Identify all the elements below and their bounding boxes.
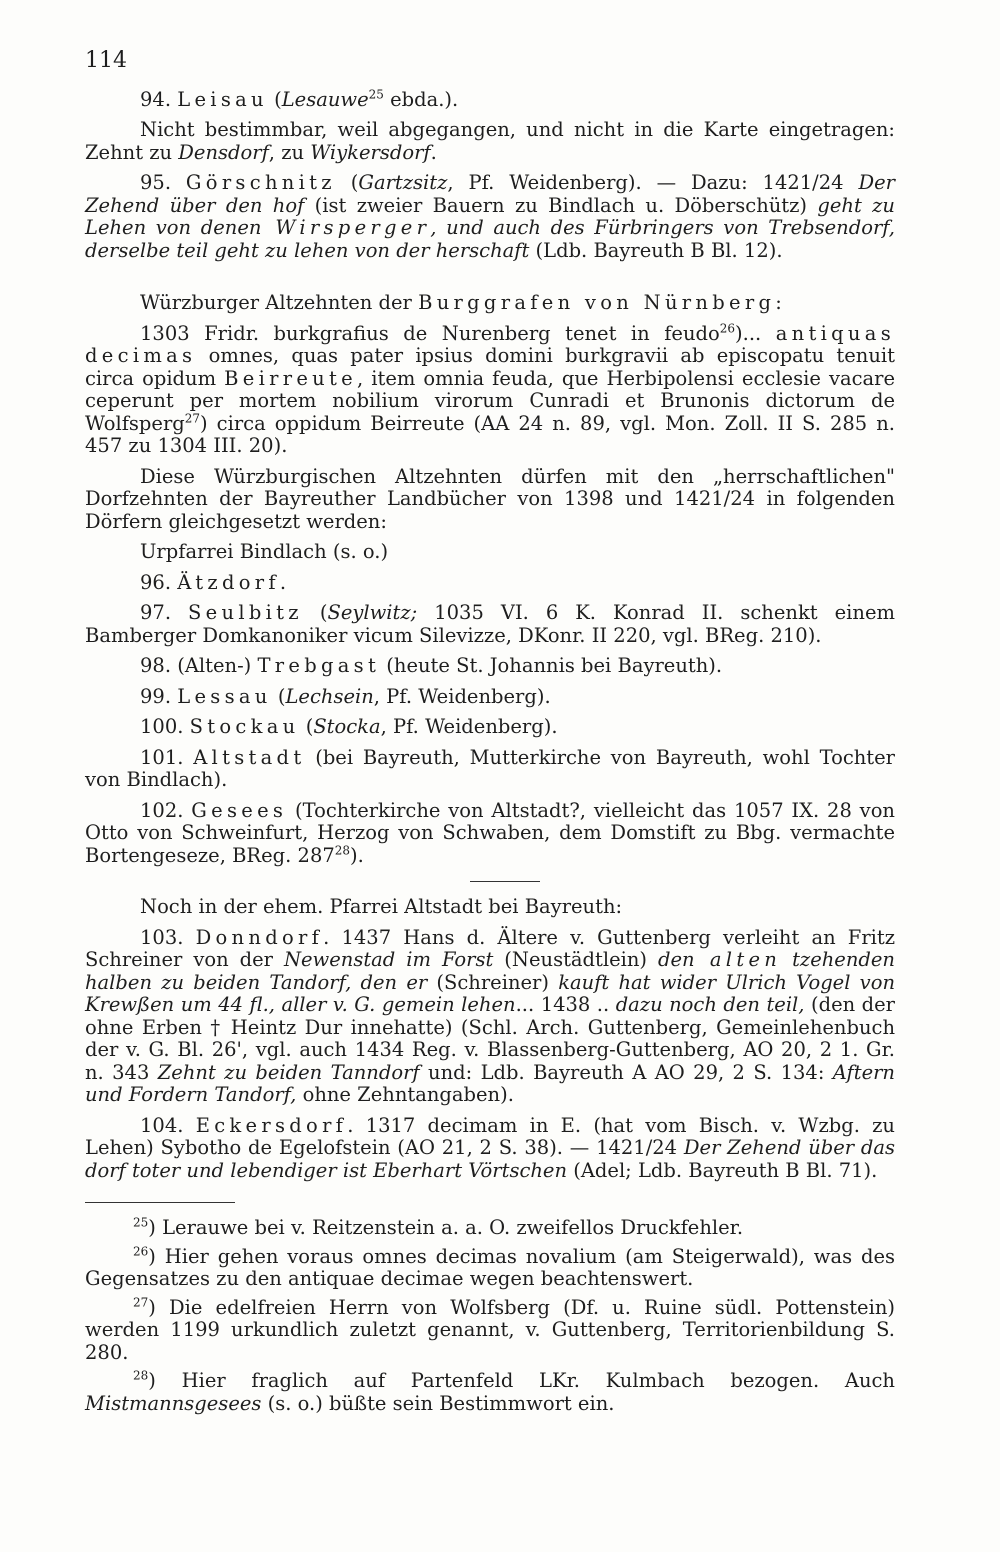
entry-104: 104. Eckersdorf. 1317 decimam in E. (hat vom Bisch. v. Wzbg. zu Lehen) Sybotho de Egelofstein (AO 21, 2 S. 38). — 1421/24 Der Zehend über das dorf toter und lebendiger ist Eberhart Vörtschen (Adel; Ldb. Bayreuth B Bl. 71). [85, 1113, 895, 1182]
body-paragraph: Diese Würzburgischen Altzehnten dürfen mit den „herrschaftlichen" Dorfzehnten der Bayreuther Landbücher von 1398 und 1421/24 in folgenden Dörfern gleichgesetzt werden: [85, 464, 895, 533]
footnote-ref: 26 [719, 321, 736, 335]
entry-99: 99. Lessau (Lechsein, Pf. Weidenberg). [140, 684, 551, 708]
entry-103: 103. Donndorf. 1437 Hans d. Ältere v. Guttenberg verleiht an Fritz Schreiner von der Newenstad im Forst (Neustädtlein) den alten tzehenden halben zu beiden Tandorf, den er (Schreiner) kauft hat wider Ulrich Vogel von Krewßen um 44 fl., aller v. G. gemein lehen... 1438 .. dazu noch den teil, (den der ohne Erben † Heintz Dur innehatte) (Schl. Arch. Guttenberg, Gemeinlehenbuch der v. G. Bl. 26', vgl. auch 1434 Reg. v. Blassenberg-Guttenberg, AO 20, 2 1. Gr. n. 343 Zehnt zu beiden Tanndorf und: Ldb. Bayreuth A AO 29, 2 S. 134: Aftern und Fordern Tandorf, ohne Zehntangaben). [85, 925, 896, 1106]
document-page [85, 50, 895, 1421]
place-name: Görschnitz [185, 171, 336, 194]
latin-quote-paragraph: 1303 Fridr. burkgrafius de Nurenberg tenet in feudo$^{26}$)... antiquas decimas omnes, quas pater ipsius domini burkgravii ab episcopatu tenuit circa opidum Beirreute, item omnia feuda, que Herbipolensi ecclesie vacare ceperunt per mortem nobilium virorum Cunradi et Brunonis dictorum de Wolfsperg$^{27}$) circa oppidum Beirreute (AA 24 n. 89, vgl. Mon. Zoll. II S. 285 n. 457 zu 1304 III. 20). [85, 321, 895, 457]
footnote-divider [85, 1202, 235, 1203]
page-number: 114 [85, 48, 127, 73]
footnote-28: $^{28}$) Hier fraglich auf Partenfeld LKr. Kulmbach bezogen. Auch Mistmannsgesees (s. o.) büßte sein Bestimmwort ein. [85, 1368, 895, 1415]
footnote-ref: 27 [184, 411, 201, 425]
section-heading: Noch in der ehem. Pfarrei Altstadt bei Bayreuth: [140, 895, 623, 918]
place-name: Leisau [177, 87, 268, 111]
parish-heading: Urpfarrei Bindlach (s. o.) [140, 540, 389, 563]
note-paragraph: Nicht bestimmbar, weil abgegangen, und nicht in die Karte eingetragen: Zehnt zu Densdorf, zu Wiykersdorf. [85, 118, 895, 164]
footnote-ref: 25 [368, 87, 384, 101]
entry-102: 102. Gesees (Tochterkirche von Altstadt?, vielleicht das 1057 IX. 28 von Otto von Schweinfurt, Herzog von Schwaben, dem Domstift zu Bbg. vermachte Bortengeseze, BReg. $287^{28}$). [85, 798, 895, 867]
entry-95: 95. Görschnitz (Gartzsitz, Pf. Weidenberg). — Dazu: 1421/24 Der Zehend über den hof (ist zweier Bauern zu Bindlach u. Döberschütz) geht zu Lehen von denen Wirsperger, und auch des Fürbringers von Trebsendorf, derselbe teil geht zu lehen von der herschaft (Ldb. Bayreuth B Bl. 12). [85, 171, 895, 262]
footnote-26: $^{26}$) Hier gehen voraus omnes decimas novalium (am Steigerwald), was des Gegensatzes zu den antiquae decimae wegen beachtenswert. [85, 1244, 895, 1290]
section-heading: Würzburger Altzehnten der Burggrafen von Nürnberg: [140, 291, 782, 314]
footnote-ref: 28 [334, 843, 351, 857]
entry-98: 98. (Alten-) Trebgast (heute St. Johannis bei Bayreuth). [140, 654, 723, 677]
entry-97: 97. Seulbitz (Seylwitz; 1035 VI. 6 K. Konrad II. schenkt einem Bamberger Domkanoniker vicum Silevizze, DKonr. II 220, vgl. BReg. 210). [85, 601, 895, 647]
footnote-25: $^{25}$) Lerauwe bei v. Reitzenstein a. a. O. zweifellos Druckfehler. [133, 1215, 744, 1239]
entry-100: 100. Stockau (Stocka, Pf. Weidenberg). [140, 715, 558, 738]
entry-101: 101. Altstadt (bei Bayreuth, Mutterkirche von Bayreuth, wohl Tochter von Bindlach). [85, 745, 895, 791]
divider [470, 881, 540, 882]
entry-96: 96. Ätzdorf. [140, 570, 287, 594]
footnote-27: $^{27}$) Die edelfreien Herrn von Wolfsberg (Df. u. Ruine südl. Pottenstein) werden 1199 urkundlich zuletzt genannt, v. Guttenberg, Territorienbildung S. 280. [85, 1295, 895, 1364]
entry-94: 94. Leisau (Lesauwe$^{25}$ ebda.). [140, 87, 459, 111]
